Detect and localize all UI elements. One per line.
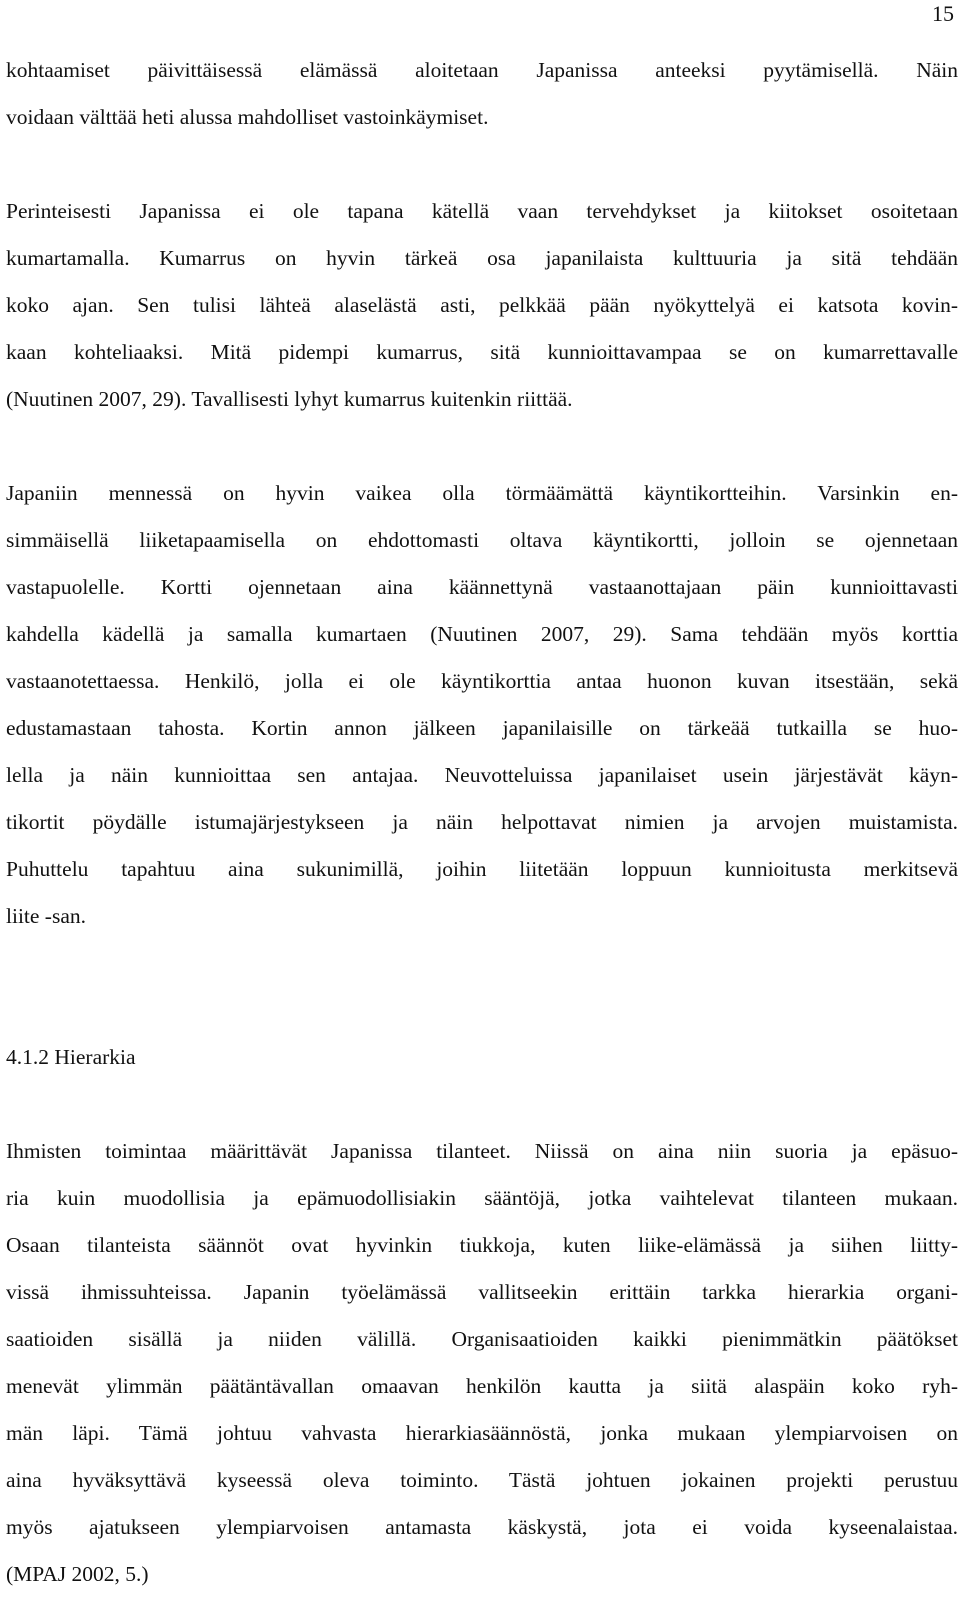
paragraph-gap: [6, 141, 958, 188]
text-line: menevät ylimmän päätäntävallan omaavan henkilön kautta ja siitä alaspäin koko ryh-: [6, 1374, 958, 1398]
text-line: ria kuin muodollisia ja epämuodollisiakin sääntöjä, jotka vaihtelevat tilanteen mukaan.: [6, 1186, 958, 1210]
text-line: aina hyväksyttävä kyseessä oleva toiminto. Tästä johtuen jokainen projekti perustuu: [6, 1468, 958, 1492]
text-line: Ihmisten toimintaa määrittävät Japanissa tilanteet. Niissä on aina niin suoria ja epäsuo-: [6, 1139, 958, 1163]
paragraph-hierarchy: [6, 1128, 958, 1598]
text-line: kaan kohteliaaksi. Mitä pidempi kumarrus, sitä kunnioittavampaa se on kumarrettavalle: [6, 340, 958, 364]
text-line: kahdella kädellä ja samalla kumartaen (Nuutinen 2007, 29). Sama tehdään myös korttia: [6, 622, 958, 646]
text-line: edustamastaan tahosta. Kortin annon jälkeen japanilaisille on tärkeää tutkailla se huo-: [6, 716, 958, 740]
text-line: vastapuolelle. Kortti ojennetaan aina käännettynä vastaanottajaan päin kunnioittavasti: [6, 575, 958, 599]
text-line: (MPAJ 2002, 5.): [6, 1562, 149, 1586]
text-line: liite -san.: [6, 904, 87, 928]
paragraph-gap: [6, 987, 958, 1034]
text-line: vissä ihmissuhteissa. Japanin työelämässä vallitseekin erittäin tarkka hierarkia organi-: [6, 1280, 958, 1304]
text-line: lella ja näin kunnioittaa sen antajaa. Neuvotteluissa japanilaiset usein järjestävät käyn-: [6, 763, 958, 787]
text-line: Perinteisesti Japanissa ei ole tapana kätellä vaan tervehdykset ja kiitokset osoitetaan: [6, 199, 958, 223]
text-line: kohtaamiset päivittäisessä elämässä aloitetaan Japanissa anteeksi pyytämisellä. Näin: [6, 58, 958, 82]
text-line: Japaniin mennessä on hyvin vaikea olla törmäämättä käyntikortteihin. Varsinkin en-: [6, 481, 958, 505]
paragraph-apology: [6, 47, 958, 141]
text-line: Osaan tilanteista säännöt ovat hyvinkin tiukkoja, kuten liike-elämässä ja siihen liitty-: [6, 1233, 958, 1257]
text-line: vastaanotettaessa. Henkilö, jolla ei ole käyntikorttia antaa huonon kuvan itsestään, sekä: [6, 669, 958, 693]
paragraph-gap: [6, 423, 958, 470]
paragraph-gap: [6, 940, 958, 987]
text-line: simmäisellä liiketapaamisella on ehdottomasti oltava käyntikortti, jolloin se ojennetaan: [6, 528, 958, 552]
text-line: Puhuttelu tapahtuu aina sukunimillä, joihin liitetään loppuun kunnioitusta merkitsevä: [6, 857, 958, 881]
paragraph-gap: [6, 1081, 958, 1128]
text-line: kumartamalla. Kumarrus on hyvin tärkeä osa japanilaista kulttuuria ja sitä tehdään: [6, 246, 958, 270]
paragraph-business-cards: [6, 470, 958, 940]
text-line: män läpi. Tämä johtuu vahvasta hierarkiasäännöstä, jonka mukaan ylempiarvoisen on: [6, 1421, 958, 1445]
text-line: tikortit pöydälle istumajärjestykseen ja näin helpottavat nimien ja arvojen muistamista.: [6, 810, 958, 834]
text-line: myös ajatukseen ylempiarvoisen antamasta käskystä, jota ei voida kyseenalaistaa.: [6, 1515, 958, 1539]
page-number: 15: [932, 1, 954, 26]
text-line: saatioiden sisällä ja niiden välillä. Organisaatioiden kaikki pienimmätkin päätökset: [6, 1327, 958, 1351]
page-content: [6, 47, 958, 1598]
text-line: koko ajan. Sen tulisi lähteä alaselästä asti, pelkkää pään nyökyttelyä ei katsota kovin-: [6, 293, 958, 317]
paragraph-bowing: [6, 188, 958, 423]
text-line: (Nuutinen 2007, 29). Tavallisesti lyhyt kumarrus kuitenkin riittää.: [6, 387, 573, 411]
section-heading: 4.1.2 Hierarkia: [6, 1045, 136, 1069]
text-line: voidaan välttää heti alussa mahdolliset vastoinkäymiset.: [6, 105, 489, 129]
